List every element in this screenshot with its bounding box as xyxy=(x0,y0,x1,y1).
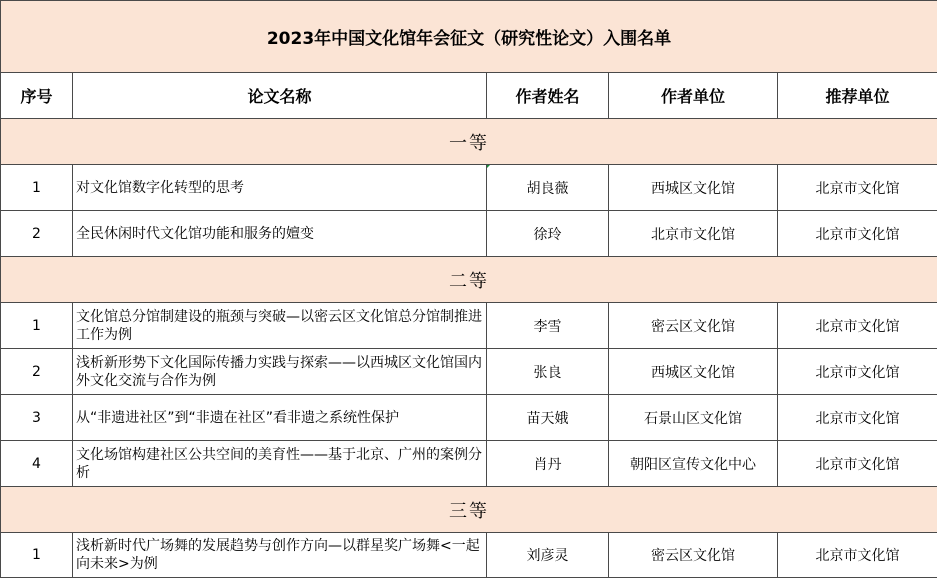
row-author: 刘彦灵 xyxy=(487,533,609,578)
row-index: 4 xyxy=(1,441,73,487)
header-paper-title: 论文名称 xyxy=(73,73,487,119)
row-paper-title: 文化馆总分馆制建设的瓶颈与突破—以密云区文化馆总分馆制推进工作为例 xyxy=(73,303,487,349)
section-row xyxy=(1,487,937,533)
row-recommending-unit: 北京市文化馆 xyxy=(778,441,937,487)
row-author: 徐玲 xyxy=(487,211,609,257)
section-label: 一等 xyxy=(1,119,937,165)
row-index: 1 xyxy=(1,165,73,211)
table-row xyxy=(1,441,937,487)
table-row xyxy=(1,303,937,349)
row-index: 2 xyxy=(1,349,73,395)
header-author: 作者姓名 xyxy=(487,73,609,119)
row-author-unit: 石景山区文化馆 xyxy=(609,395,778,441)
row-paper-title: 从“非遗进社区”到“非遗在社区”看非遗之系统性保护 xyxy=(73,395,487,441)
row-author: 胡良薇 xyxy=(487,165,609,211)
row-author-unit: 西城区文化馆 xyxy=(609,165,778,211)
row-author: 李雪 xyxy=(487,303,609,349)
row-recommending-unit: 北京市文化馆 xyxy=(778,303,937,349)
row-author-unit: 密云区文化馆 xyxy=(609,533,778,578)
row-index: 3 xyxy=(1,395,73,441)
row-paper-title: 浅析新时代广场舞的发展趋势与创作方向—以群星奖广场舞<一起向未来>为例 xyxy=(73,533,487,578)
row-recommending-unit: 北京市文化馆 xyxy=(778,533,937,578)
row-recommending-unit: 北京市文化馆 xyxy=(778,211,937,257)
row-author-unit: 朝阳区宣传文化中心 xyxy=(609,441,778,487)
header-row xyxy=(1,73,937,119)
section-row xyxy=(1,257,937,303)
row-paper-title: 浅析新形势下文化国际传播力实践与探索——以西城区文化馆国内外文化交流与合作为例 xyxy=(73,349,487,395)
table-row xyxy=(1,533,937,578)
table-row xyxy=(1,165,937,211)
table-row xyxy=(1,395,937,441)
row-recommending-unit: 北京市文化馆 xyxy=(778,395,937,441)
section-label: 二等 xyxy=(1,257,937,303)
section-label: 三等 xyxy=(1,487,937,533)
row-index: 1 xyxy=(1,533,73,578)
page-title: 2023年中国文化馆年会征文（研究性论文）入围名单 xyxy=(1,1,937,73)
row-author: 苗天娥 xyxy=(487,395,609,441)
section-row xyxy=(1,119,937,165)
row-author: 肖丹 xyxy=(487,441,609,487)
table-row xyxy=(1,211,937,257)
row-author-unit: 北京市文化馆 xyxy=(609,211,778,257)
header-recommending-unit: 推荐单位 xyxy=(778,73,937,119)
row-index: 2 xyxy=(1,211,73,257)
row-recommending-unit: 北京市文化馆 xyxy=(778,349,937,395)
row-author: 张良 xyxy=(487,349,609,395)
table-row xyxy=(1,349,937,395)
header-index: 序号 xyxy=(1,73,73,119)
row-paper-title: 对文化馆数字化转型的思考 xyxy=(73,165,487,211)
row-paper-title: 文化场馆构建社区公共空间的美育性——基于北京、广州的案例分析 xyxy=(73,441,487,487)
title-row xyxy=(1,1,937,73)
row-index: 1 xyxy=(1,303,73,349)
row-recommending-unit: 北京市文化馆 xyxy=(778,165,937,211)
row-author-unit: 西城区文化馆 xyxy=(609,349,778,395)
row-author-unit: 密云区文化馆 xyxy=(609,303,778,349)
header-author-unit: 作者单位 xyxy=(609,73,778,119)
row-paper-title: 全民休闲时代文化馆功能和服务的嬗变 xyxy=(73,211,487,257)
